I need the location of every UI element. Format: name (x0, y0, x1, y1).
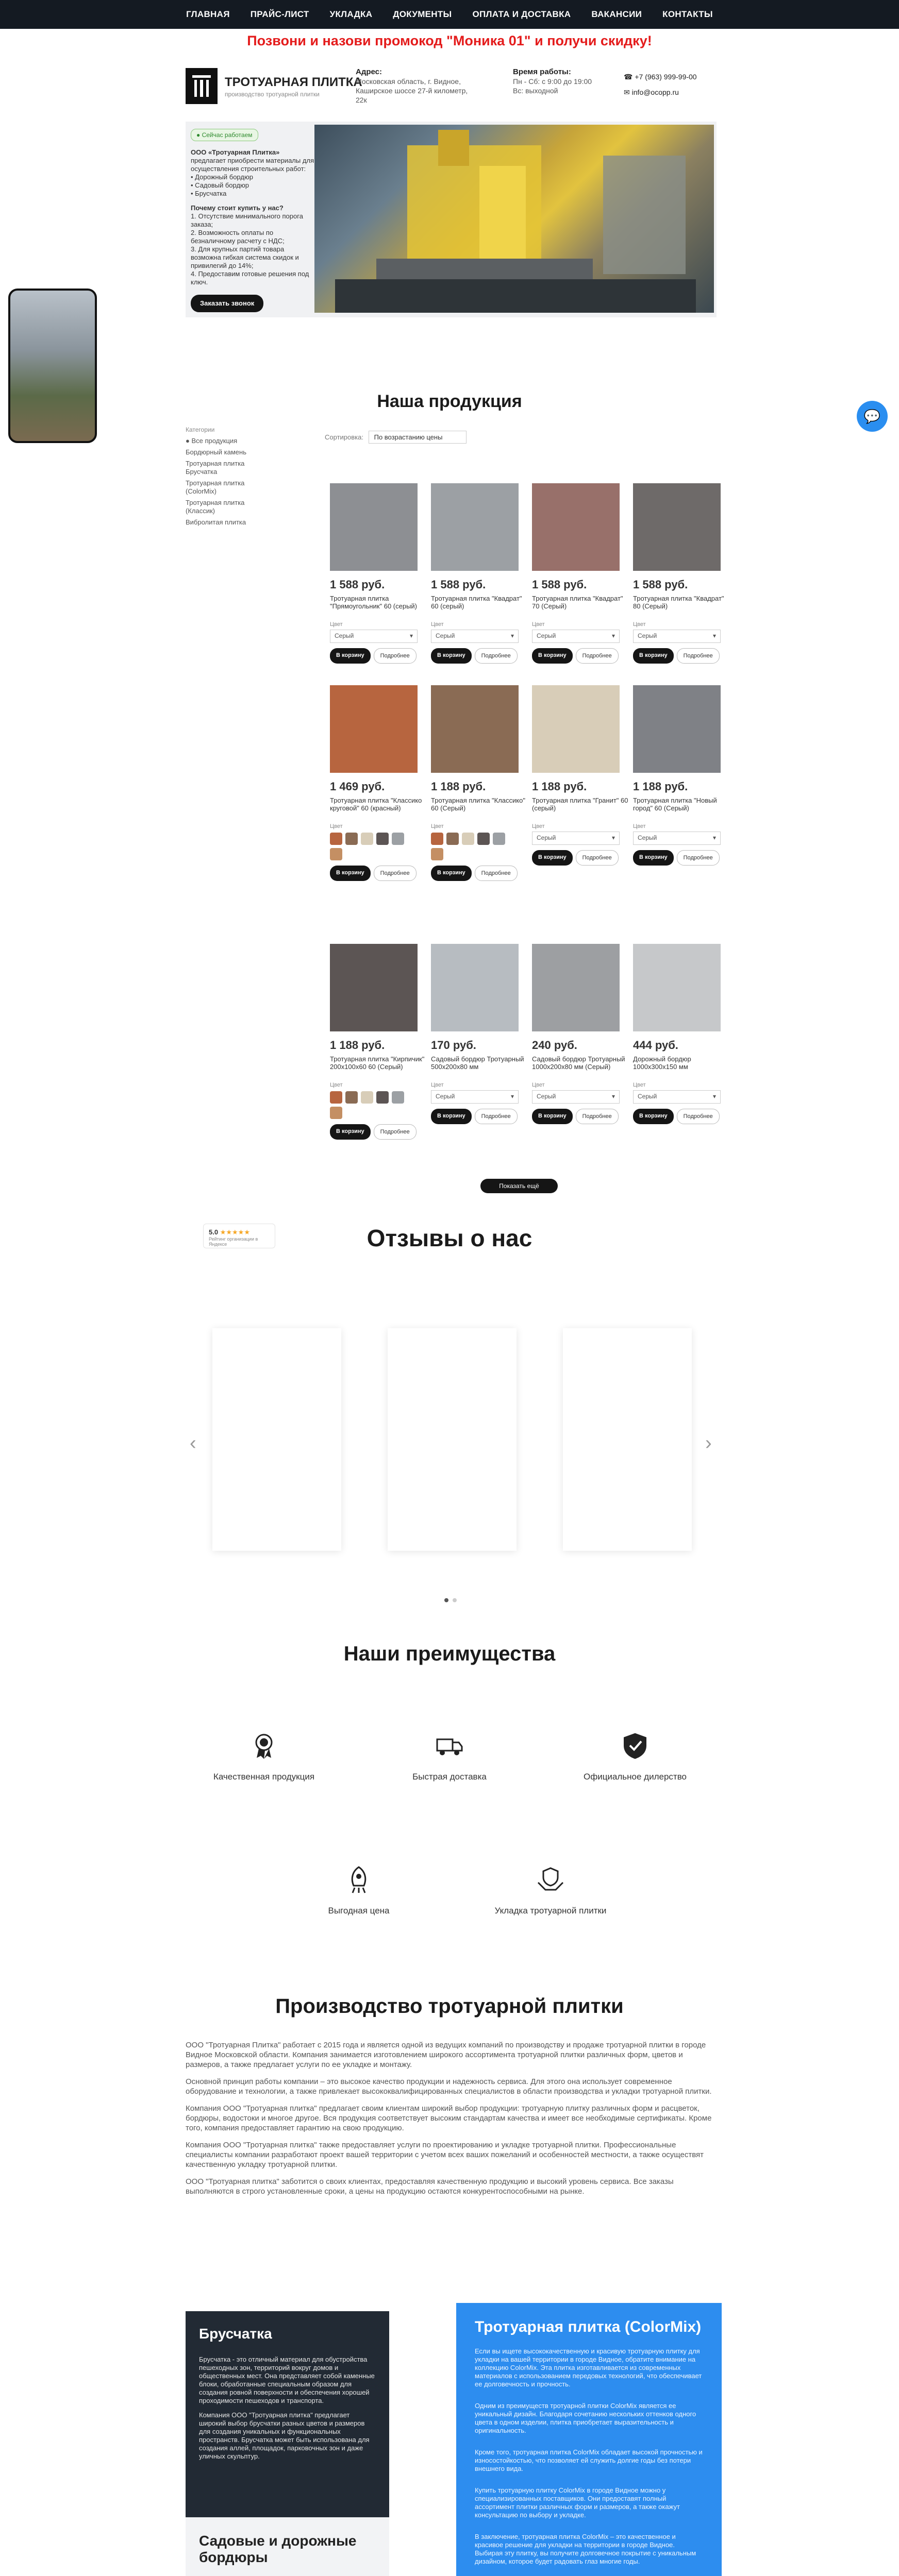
bruschatka-paragraph: Брусчатка - это отличный материал для обустройства пешеходных зон, территорий вокруг домов и общественных мест. Она представляет собой каменные блоки, обработанные специальным образом для создания ровной поверхности и обеспечения хорошей проходимости пешеходов и транспорта. (199, 2355, 375, 2404)
review-card (563, 1328, 692, 1551)
product-price: 170 руб. (431, 1039, 476, 1052)
site-header (186, 61, 717, 117)
rocket-icon (344, 1865, 373, 1894)
color-select[interactable]: Серый ▾ (532, 832, 620, 845)
color-select[interactable]: Серый ▾ (431, 630, 519, 643)
advantage-price (297, 1865, 421, 1916)
category-item-all[interactable]: ● Все продукция (186, 437, 238, 445)
color-swatch[interactable] (330, 1107, 342, 1119)
color-swatch[interactable] (477, 833, 490, 845)
truck-icon (435, 1731, 464, 1760)
product-image[interactable] (431, 483, 519, 571)
product-actions (330, 866, 428, 881)
color-label: Цвет (633, 1082, 646, 1088)
product-price: 240 руб. (532, 1039, 577, 1052)
shield-check-icon (621, 1731, 650, 1760)
pagination-dot[interactable] (453, 1598, 457, 1602)
nav-item-vacancies[interactable]: ВАКАНСИИ (591, 9, 642, 19)
add-to-cart-button[interactable]: В корзину (532, 648, 573, 664)
hero-section (186, 122, 717, 317)
nav-item-laying[interactable]: УКЛАДКА (329, 9, 373, 19)
color-select[interactable]: Серый ▾ (532, 630, 620, 643)
color-label: Цвет (633, 823, 646, 829)
add-to-cart-button[interactable]: В корзину (633, 648, 674, 664)
colormix-panel (456, 2303, 722, 2576)
production-paragraph: Основной принцип работы компании – это высокое качество продукции и надежность сервиса. Для этого она использует современное оборудование и технологии, а также привлекает высококвалифицированных специалистов в области производства и укладки тротуарной плитки. (186, 2077, 712, 2096)
review-card (212, 1328, 341, 1551)
colormix-paragraph: Купить тротуарную плитку ColorMix в городе Видное можно у специализированных поставщиков. Они предоставят полный ассортимент плитки различных форм и размеров, а также окажут консультацию по выбору и укладке. (475, 2486, 680, 2519)
color-swatch[interactable] (431, 833, 443, 845)
product-name[interactable]: Тротуарная плитка "Квадрат" 80 (Серый) (633, 595, 724, 610)
color-label: Цвет (532, 823, 545, 829)
color-swatch[interactable] (345, 1091, 358, 1104)
color-swatch[interactable] (330, 1091, 342, 1104)
color-label: Цвет (431, 823, 444, 829)
product-image[interactable] (431, 685, 519, 773)
product-name[interactable]: Тротуарная плитка "Квадрат" 60 (серый) (431, 595, 522, 610)
product-actions (431, 648, 529, 664)
colormix-paragraph: В заключение, тротуарная плитка ColorMix – это качественное и красивое решение для укладки на территории в городе Видное. Выбирая эту плитку, вы получите долговечное покрытие с уникальным дизайном, которое будет радовать глаз многие годы. (475, 2533, 696, 2565)
details-button[interactable]: Подробнее (677, 648, 720, 664)
yandex-rating-badge[interactable] (203, 1224, 275, 1248)
product-actions (431, 1109, 529, 1124)
hero-why-item: 3. Для крупных партий товара возможна гибкая система скидок и привилегий до 14%; (191, 245, 299, 269)
color-swatch[interactable] (431, 848, 443, 860)
production-paragraph: ООО "Тротуарная плитка" заботится о своих клиентах, предоставляя качественную продукцию и высокий уровень сервиса. Все заказы выполняются в строго установленные сроки, а цены на продукцию остаются конкурентоспособными на рынке. (186, 2177, 674, 2196)
add-to-cart-button[interactable]: В корзину (431, 648, 472, 664)
header-contacts (624, 72, 717, 97)
header-phone[interactable]: +7 (963) 999-99-00 (635, 73, 697, 81)
order-call-button[interactable]: Заказать звонок (191, 295, 263, 312)
product-name[interactable]: Тротуарная плитка "Квадрат" 70 (Серый) (532, 595, 623, 610)
details-button[interactable]: Подробнее (576, 648, 619, 664)
product-price: 1 188 руб. (532, 780, 587, 793)
color-swatch[interactable] (361, 1091, 373, 1104)
hands-shield-icon (536, 1865, 565, 1894)
product-image[interactable] (633, 944, 721, 1031)
chat-icon: 💬 (863, 408, 881, 424)
rating-stars-icon: ★★★★★ (220, 1228, 250, 1236)
product-card[interactable] (633, 944, 731, 1186)
product-card[interactable] (532, 944, 630, 1186)
factory-machine-illustration (314, 125, 714, 313)
add-to-cart-button[interactable]: В корзину (532, 850, 573, 866)
color-select[interactable]: Серый ▾ (431, 1090, 519, 1104)
open-status-badge: ● Сейчас работаем (191, 129, 258, 141)
reviews-title: Отзывы о нас (367, 1225, 532, 1251)
product-image[interactable] (532, 483, 620, 571)
category-item[interactable]: Вибролитая плитка (186, 518, 246, 526)
hours-title: Время работы: (513, 67, 571, 76)
product-card[interactable] (431, 944, 529, 1186)
product-image[interactable] (431, 944, 519, 1031)
color-label: Цвет (431, 621, 444, 628)
product-name[interactable]: Тротуарная плитка "Классико круговой" 60 (красный) (330, 796, 422, 812)
rating-subtitle: Рейтинг организации в Яндексе (209, 1236, 258, 1247)
colormix-paragraph: Одним из преимуществ тротуарной плитки ColorMix является ее уникальный дизайн. Благодаря сочетанию нескольких оттенков одного цвета в одном изделии, плитка приобретает выразительность и оригинальность. (475, 2402, 696, 2434)
product-price: 1 188 руб. (330, 1039, 385, 1052)
product-name[interactable]: Садовый бордюр Тротуарный 1000х200х80 мм (Серый) (532, 1055, 625, 1071)
details-button[interactable]: Подробнее (475, 1109, 518, 1124)
product-name[interactable]: Тротуарная плитка "Прямоугольник" 60 (серый) (330, 595, 418, 610)
hours-weekend: Вс: выходной (513, 87, 558, 95)
header-address (356, 67, 469, 105)
advantage-quality (202, 1731, 326, 1782)
product-actions (532, 1109, 630, 1124)
brand-name: ТРОТУАРНАЯ ПЛИТКА (225, 75, 362, 89)
sort-label: Сортировка: (325, 433, 363, 441)
product-image[interactable] (532, 685, 620, 773)
color-select[interactable]: Серый ▾ (633, 630, 721, 643)
product-name[interactable]: Тротуарная плитка "Классико" 60 (Серый) (431, 796, 525, 812)
hero-intro: предлагает приобрести материалы для осуществления строительных работ: (191, 157, 314, 173)
category-item[interactable]: Тротуарная плитка Брусчатка (186, 460, 245, 476)
video-thumbnail[interactable] (8, 289, 97, 443)
product-card[interactable] (633, 685, 731, 927)
show-more-button[interactable]: Показать ещё (480, 1179, 558, 1193)
header-email[interactable]: info@ocopp.ru (631, 88, 679, 96)
product-actions (431, 866, 529, 881)
colormix-paragraph: Если вы ищете высококачественную и красивую тротуарную плитку для укладки на вашей территории в городе Видное, обратите внимание на коллекцию ColorMix. Эта плитка изготавливается из современных материалов с использованием передовых технологий, что обеспечивает ее долговечность и прочность. (475, 2347, 702, 2388)
sort-bar (325, 431, 467, 444)
nav-item-price[interactable]: ПРАЙС-ЛИСТ (250, 9, 309, 19)
mail-icon: ✉ (624, 88, 630, 96)
details-button[interactable]: Подробнее (475, 866, 518, 881)
product-price: 1 588 руб. (532, 578, 587, 591)
header-hours (513, 67, 611, 95)
details-button[interactable]: Подробнее (374, 1124, 417, 1140)
categories-title: Категории (186, 426, 215, 433)
color-label: Цвет (633, 621, 646, 628)
advantage-delivery (388, 1731, 511, 1782)
product-price: 444 руб. (633, 1039, 678, 1052)
colormix-paragraph: Кроме того, тротуарная плитка ColorMix обладает высокой прочностью и износостойкостью, что позволяет ей служить долгие годы без потери внешнего вида. (475, 2448, 703, 2472)
hero-item: • Садовый бордюр (191, 181, 249, 189)
advantages-title: Наши преимущества (343, 1642, 556, 1665)
reviews-pagination (444, 1598, 457, 1602)
hero-item: • Дорожный бордюр (191, 173, 253, 181)
category-item[interactable]: Бордюрный камень (186, 448, 246, 456)
borders-panel (186, 2517, 389, 2576)
color-swatches (330, 1091, 418, 1119)
product-card[interactable] (330, 944, 428, 1186)
product-card[interactable] (532, 685, 630, 927)
color-swatch[interactable] (376, 833, 389, 845)
product-actions (633, 850, 731, 866)
product-image[interactable] (633, 685, 721, 773)
logo-icon (191, 74, 212, 98)
add-to-cart-button[interactable]: В корзину (330, 648, 371, 664)
promo-banner: Позвони и назови промокод "Моника 01" и получи скидку! (247, 33, 652, 48)
add-to-cart-button[interactable]: В корзину (431, 866, 472, 881)
bruschatka-paragraph: Компания ООО "Тротуарная плитка" предлагает широкий выбор брусчатки разных цветов и размеров для создания уникальных и функциональных пространств. Брусчатка может быть использована для создания аллей, площадок, парковочных зон и даже уличных скульптур. (199, 2411, 370, 2460)
hero-why-item: 2. Возможность оплаты по безналичному расчету с НДС; (191, 229, 285, 245)
add-to-cart-button[interactable]: В корзину (330, 866, 371, 881)
advantage-dealer (573, 1731, 697, 1782)
color-swatch[interactable] (392, 1091, 404, 1104)
color-swatch[interactable] (376, 1091, 389, 1104)
production-title: Производство тротуарной плитки (275, 1995, 624, 2018)
product-actions (532, 648, 630, 664)
product-actions (633, 648, 731, 664)
product-name[interactable]: Дорожный бордюр 1000х300х150 мм (633, 1055, 691, 1071)
advantage-label: Качественная продукция (213, 1772, 315, 1782)
catalog-title: Наша продукция (377, 392, 522, 411)
color-swatch[interactable] (462, 833, 474, 845)
color-swatches (431, 833, 519, 860)
reviews-prev-arrow[interactable]: ‹ (190, 1432, 196, 1454)
advantage-label: Быстрая доставка (412, 1772, 487, 1782)
brand-subtitle: производство тротуарной плитки (225, 91, 320, 98)
category-item[interactable]: Тротуарная плитка (Классик) (186, 499, 245, 515)
product-actions (633, 1109, 731, 1124)
add-to-cart-button[interactable]: В корзину (532, 1109, 573, 1124)
product-price: 1 188 руб. (633, 780, 688, 793)
bruschatka-title: Брусчатка (199, 2326, 272, 2342)
advantage-label: Укладка тротуарной плитки (494, 1906, 607, 1916)
product-name[interactable]: Тротуарная плитка "Гранит" 60 (серый) (532, 796, 628, 812)
details-button[interactable]: Подробнее (475, 648, 518, 664)
details-button[interactable]: Подробнее (677, 1109, 720, 1124)
details-button[interactable]: Подробнее (576, 850, 619, 866)
color-select[interactable]: Серый ▾ (633, 832, 721, 845)
nav-item-contacts[interactable]: КОНТАКТЫ (662, 9, 713, 19)
medal-icon (249, 1731, 278, 1760)
rating-value: 5.0 (209, 1228, 219, 1236)
review-card (388, 1328, 517, 1551)
phone-icon: ☎ (624, 73, 633, 81)
product-image[interactable] (330, 685, 418, 773)
details-button[interactable]: Подробнее (374, 866, 417, 881)
details-button[interactable]: Подробнее (576, 1109, 619, 1124)
production-paragraph: Компания ООО "Тротуарная плитка" также предоставляет услуги по проектированию и укладке тротуарной плитки. Профессиональные специалисты компании разработают проект вашей территории с учетом всех ваших пожеланий и особенностей местности, а также осуществят качественную укладку тротуарной плитки. (186, 2141, 704, 2169)
color-label: Цвет (532, 1082, 545, 1088)
product-price: 1 588 руб. (633, 578, 688, 591)
product-card[interactable] (330, 685, 428, 927)
nav-item-delivery[interactable]: ОПЛАТА И ДОСТАВКА (472, 9, 571, 19)
sort-select[interactable]: По возрастанию цены (369, 431, 467, 444)
color-swatch[interactable] (493, 833, 505, 845)
nav-item-documents[interactable]: ДОКУМЕНТЫ (393, 9, 452, 19)
product-price: 1 588 руб. (330, 578, 385, 591)
logo[interactable] (186, 68, 218, 104)
color-select[interactable]: Серый ▾ (330, 630, 418, 643)
product-name[interactable]: Садовый бордюр Тротуарный 500х200х80 мм (431, 1055, 524, 1071)
product-image[interactable] (633, 483, 721, 571)
color-swatch[interactable] (330, 833, 342, 845)
product-image[interactable] (330, 483, 418, 571)
product-card[interactable] (431, 685, 529, 927)
color-swatches (330, 833, 418, 860)
bruschatka-panel (186, 2311, 389, 2517)
hero-why-title: Почему стоит купить у нас? (191, 204, 284, 212)
color-label: Цвет (330, 1082, 343, 1088)
address-text: Московская область, г. Видное, Каширское шоссе 27-й километр, 22к (356, 77, 468, 104)
colormix-title: Тротуарная плитка (ColorMix) (475, 2318, 702, 2335)
borders-title: Садовые и дорожные бордюры (199, 2533, 357, 2565)
product-actions (330, 1124, 428, 1140)
color-swatch[interactable] (392, 833, 404, 845)
color-select[interactable]: Серый ▾ (532, 1090, 620, 1104)
advantage-label: Официальное дилерство (583, 1772, 687, 1782)
product-name[interactable]: Тротуарная плитка "Кирпичик" 200х100х60 60 (Серый) (330, 1055, 425, 1071)
product-image[interactable] (532, 944, 620, 1031)
add-to-cart-button[interactable]: В корзину (330, 1124, 371, 1140)
color-swatch[interactable] (345, 833, 358, 845)
color-label: Цвет (330, 621, 343, 628)
color-label: Цвет (431, 1082, 444, 1088)
product-price: 1 588 руб. (431, 578, 486, 591)
add-to-cart-button[interactable]: В корзину (431, 1109, 472, 1124)
product-name[interactable]: Тротуарная плитка "Новый город" 60 (Серый) (633, 796, 717, 812)
details-button[interactable]: Подробнее (374, 648, 417, 664)
color-swatch[interactable] (446, 833, 459, 845)
color-select[interactable]: Серый ▾ (633, 1090, 721, 1104)
address-title: Адрес: (356, 67, 382, 76)
reviews-next-arrow[interactable]: › (705, 1432, 712, 1454)
hours-weekdays: Пн - Сб: с 9:00 до 19:00 (513, 77, 592, 86)
details-button[interactable]: Подробнее (677, 850, 720, 866)
production-paragraph: Компания ООО "Тротуарная плитка" предлагает своим клиентам широкий выбор продукции: тротуарную плитку различных форм и расцветок, бордюры, водостоки и многое другое. Вся продукция соответствует высоким стандартам качества и имеет все необходимые сертификаты. Кроме того, компания предоставляет гарантию на свою продукцию. (186, 2104, 712, 2132)
add-to-cart-button[interactable]: В корзину (633, 850, 674, 866)
product-price: 1 469 руб. (330, 780, 385, 793)
hero-text (191, 129, 314, 312)
hero-image-factory (314, 125, 714, 313)
category-item[interactable]: Тротуарная плитка (ColorMix) (186, 479, 245, 495)
production-paragraph: ООО "Тротуарная Плитка" работает с 2015 года и является одной из ведущих компаний по производству и продаже тротуарной плитки в городе Видное Московской области. Компания занимается изготовлением широкого ассортимента тротуарной плитки различных форм, цветов и размеров, а также предлагает услуги по ее укладке и монтажу. (186, 2041, 706, 2069)
nav-item-home[interactable]: ГЛАВНАЯ (186, 9, 230, 19)
pagination-dot-active[interactable] (444, 1598, 448, 1602)
color-label: Цвет (330, 823, 343, 829)
advantage-laying (489, 1865, 612, 1916)
advantage-label: Выгодная цена (328, 1906, 390, 1916)
color-swatch[interactable] (330, 848, 342, 860)
product-price: 1 188 руб. (431, 780, 486, 793)
hero-item: • Брусчатка (191, 190, 227, 197)
product-actions (532, 850, 630, 866)
hero-intro-title: ООО «Тротуарная Плитка» (191, 148, 280, 156)
color-swatch[interactable] (361, 833, 373, 845)
production-text (186, 2040, 717, 2204)
hero-why-item: 4. Предоставим готовые решения под ключ. (191, 270, 309, 286)
product-image[interactable] (330, 944, 418, 1031)
top-nav (0, 0, 899, 29)
product-actions (330, 648, 428, 664)
category-filter (186, 426, 273, 530)
color-label: Цвет (532, 621, 545, 628)
hero-why-item: 1. Отсутствие минимального порога заказа; (191, 212, 303, 228)
add-to-cart-button[interactable]: В корзину (633, 1109, 674, 1124)
